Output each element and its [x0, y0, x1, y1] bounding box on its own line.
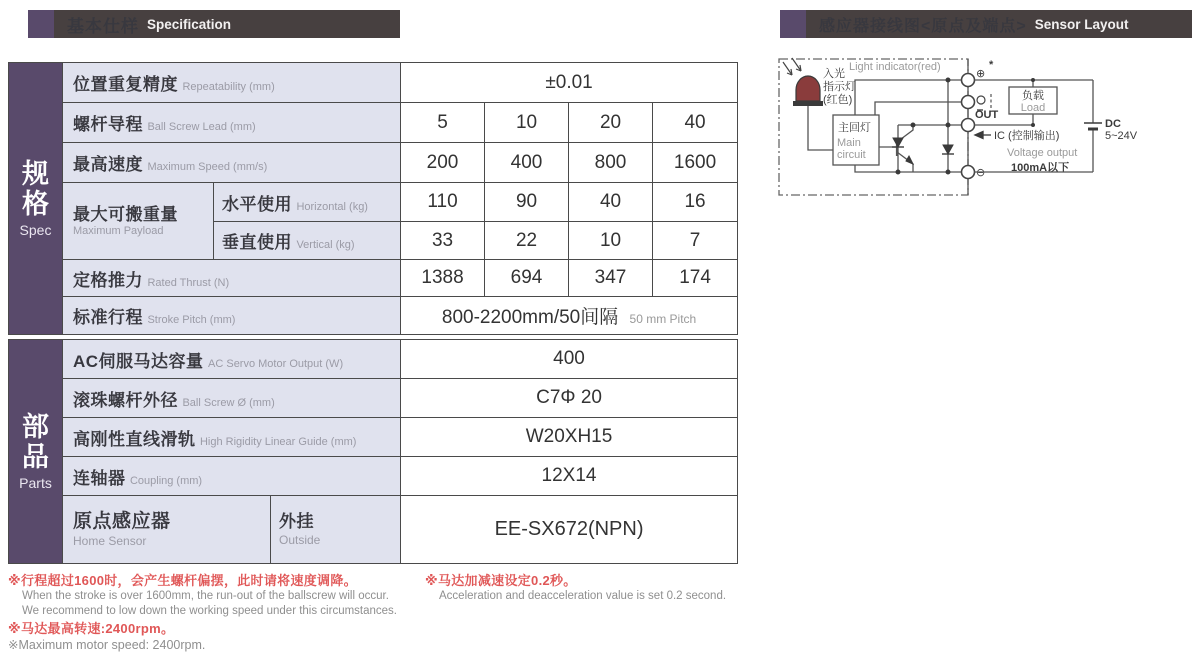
footnotes-right	[425, 572, 726, 604]
accent-square	[780, 10, 806, 38]
led-label-zh: (红色)	[823, 94, 853, 106]
value-cell: 694	[485, 260, 569, 297]
header-title-zh: 感应器接线图<原点及端点>	[819, 17, 1027, 35]
value-cell: 5	[401, 103, 485, 143]
value-cell: 1600	[653, 143, 738, 183]
footnote: We recommend to low down the working speed under this circumstances.	[22, 605, 397, 618]
table-row	[9, 496, 738, 564]
table-row	[9, 457, 738, 496]
diode-symbols	[892, 78, 954, 174]
minus-terminal-symbol: ⊖	[976, 167, 986, 179]
value-cell: 174	[653, 260, 738, 297]
value-cell: 90	[485, 183, 569, 222]
plus-terminal-symbol: ⊕	[976, 68, 986, 80]
row-sublabel: 外挂 Outside	[271, 496, 401, 564]
table-row	[9, 379, 738, 418]
footnote: ※马达最高转速:2400rpm。	[8, 620, 175, 636]
header-title-en: Sensor Layout	[1034, 16, 1129, 32]
value-cell: 10	[569, 222, 653, 260]
value-cell: 10	[485, 103, 569, 143]
main-circuit-en: circuit	[837, 149, 866, 161]
header-title-en: Specification	[147, 16, 232, 32]
value-cell: 20	[569, 103, 653, 143]
out-terminal-label: OUT	[975, 109, 999, 121]
footnote: ※行程超过1600时，会产生螺杆偏摆，此时请将速度调降。	[8, 573, 357, 588]
value-cell: 12X14	[401, 457, 738, 496]
table-row	[9, 340, 738, 379]
value-cell: W20XH15	[401, 418, 738, 457]
header-bar	[54, 10, 400, 38]
row-sublabel: 水平使用 Horizontal (kg)	[214, 183, 401, 222]
row-label: 定格推力 Rated Thrust (N)	[63, 260, 401, 297]
value-cell: 16	[653, 183, 738, 222]
value-cell: 40	[569, 183, 653, 222]
section-label-spec	[9, 63, 63, 335]
ic-output-label: IC (控制输出)	[994, 130, 1060, 142]
value-cell: 400	[401, 340, 738, 379]
row-label: 高刚性直线滑轨 High Rigidity Linear Guide (mm)	[63, 418, 401, 457]
row-label: AC伺服马达容量 AC Servo Motor Output (W)	[63, 340, 401, 379]
table-row	[9, 183, 738, 222]
value-cell: 33	[401, 222, 485, 260]
side-label-zh: 规格	[22, 158, 49, 219]
unused-terminal-symbol	[977, 96, 985, 104]
current-limit-label: 100mA以下	[1011, 162, 1070, 174]
row-label: 最大可搬重量 Maximum Payload	[63, 183, 214, 260]
junction-dot	[1031, 78, 1035, 82]
footnote: When the stroke is over 1600mm, the run-out of the ballscrew will occur.	[22, 590, 389, 603]
header-title-zh: 基本仕样	[67, 16, 139, 36]
sensor-wiring-diagram	[775, 50, 1200, 205]
value-cell: 40	[653, 103, 738, 143]
row-label: 标准行程 Stroke Pitch (mm)	[63, 297, 401, 335]
spec-tables	[8, 62, 737, 564]
parts-table	[8, 339, 738, 564]
table-row	[9, 260, 738, 297]
footnote: Acceleration and deacceleration value is set 0.2 second.	[439, 590, 727, 603]
table-row	[9, 418, 738, 457]
led-label-zh: 入光	[823, 68, 845, 80]
footnotes-left	[8, 572, 397, 653]
value-cell: 800	[569, 143, 653, 183]
side-label-zh: 部品	[22, 411, 49, 472]
dc-label: DC	[1105, 118, 1121, 130]
value-cell: 7	[653, 222, 738, 260]
table-row	[9, 297, 738, 335]
value-cell: ±0.01	[401, 63, 738, 103]
load-label-en: Load	[1020, 102, 1046, 114]
section-header-specification	[28, 10, 400, 38]
value-cell: 1388	[401, 260, 485, 297]
section-header-sensor-layout	[780, 10, 1192, 38]
table-row	[9, 143, 738, 183]
ic-arrow-icon	[975, 132, 991, 139]
table-row	[9, 103, 738, 143]
row-label: 滚珠螺杆外径 Ball Screw Ø (mm)	[63, 379, 401, 418]
value-cell: 800-2200mm/50间隔 50 mm Pitch	[401, 297, 738, 335]
asterisk: *	[989, 59, 994, 71]
footnote: ※Maximum motor speed: 2400rpm.	[8, 637, 206, 652]
main-circuit-en: Main	[837, 137, 861, 149]
value-cell: 110	[401, 183, 485, 222]
footnote: ※马达加减速设定0.2秒。	[425, 573, 577, 588]
light-indicator-label: Light indicator(red)	[849, 61, 941, 73]
voltage-output-label: Voltage output	[1007, 147, 1078, 159]
value-cell: 200	[401, 143, 485, 183]
row-label: 螺杆导程 Ball Screw Lead (mm)	[63, 103, 401, 143]
value-cell: 400	[485, 143, 569, 183]
side-label-en: Parts	[19, 475, 52, 492]
junction-dot	[1031, 123, 1035, 127]
row-label: 连轴器 Coupling (mm)	[63, 457, 401, 496]
led-label-zh: 指示灯	[823, 81, 856, 93]
value-cell: C7Φ 20	[401, 379, 738, 418]
row-label: 最高速度 Maximum Speed (mm/s)	[63, 143, 401, 183]
header-bar	[806, 10, 1192, 38]
battery-icon	[1084, 123, 1102, 129]
section-label-parts	[9, 340, 63, 564]
load-label-zh: 负载	[1022, 90, 1044, 102]
row-sublabel: 垂直使用 Vertical (kg)	[214, 222, 401, 260]
side-label-en: Spec	[19, 222, 52, 239]
dc-range-label: 5~24V	[1105, 130, 1138, 142]
value-cell: 347	[569, 260, 653, 297]
spec-table	[8, 62, 738, 335]
row-label: 位置重复精度 Repeatability (mm)	[63, 63, 401, 103]
incident-light-arrows-icon	[783, 58, 801, 75]
table-row	[9, 63, 738, 103]
accent-square	[28, 10, 54, 38]
row-label: 原点感应器 Home Sensor	[63, 496, 271, 564]
value-cell: 22	[485, 222, 569, 260]
value-cell: EE-SX672(NPN)	[401, 496, 738, 564]
main-circuit-zh: 主回灯	[838, 122, 871, 134]
